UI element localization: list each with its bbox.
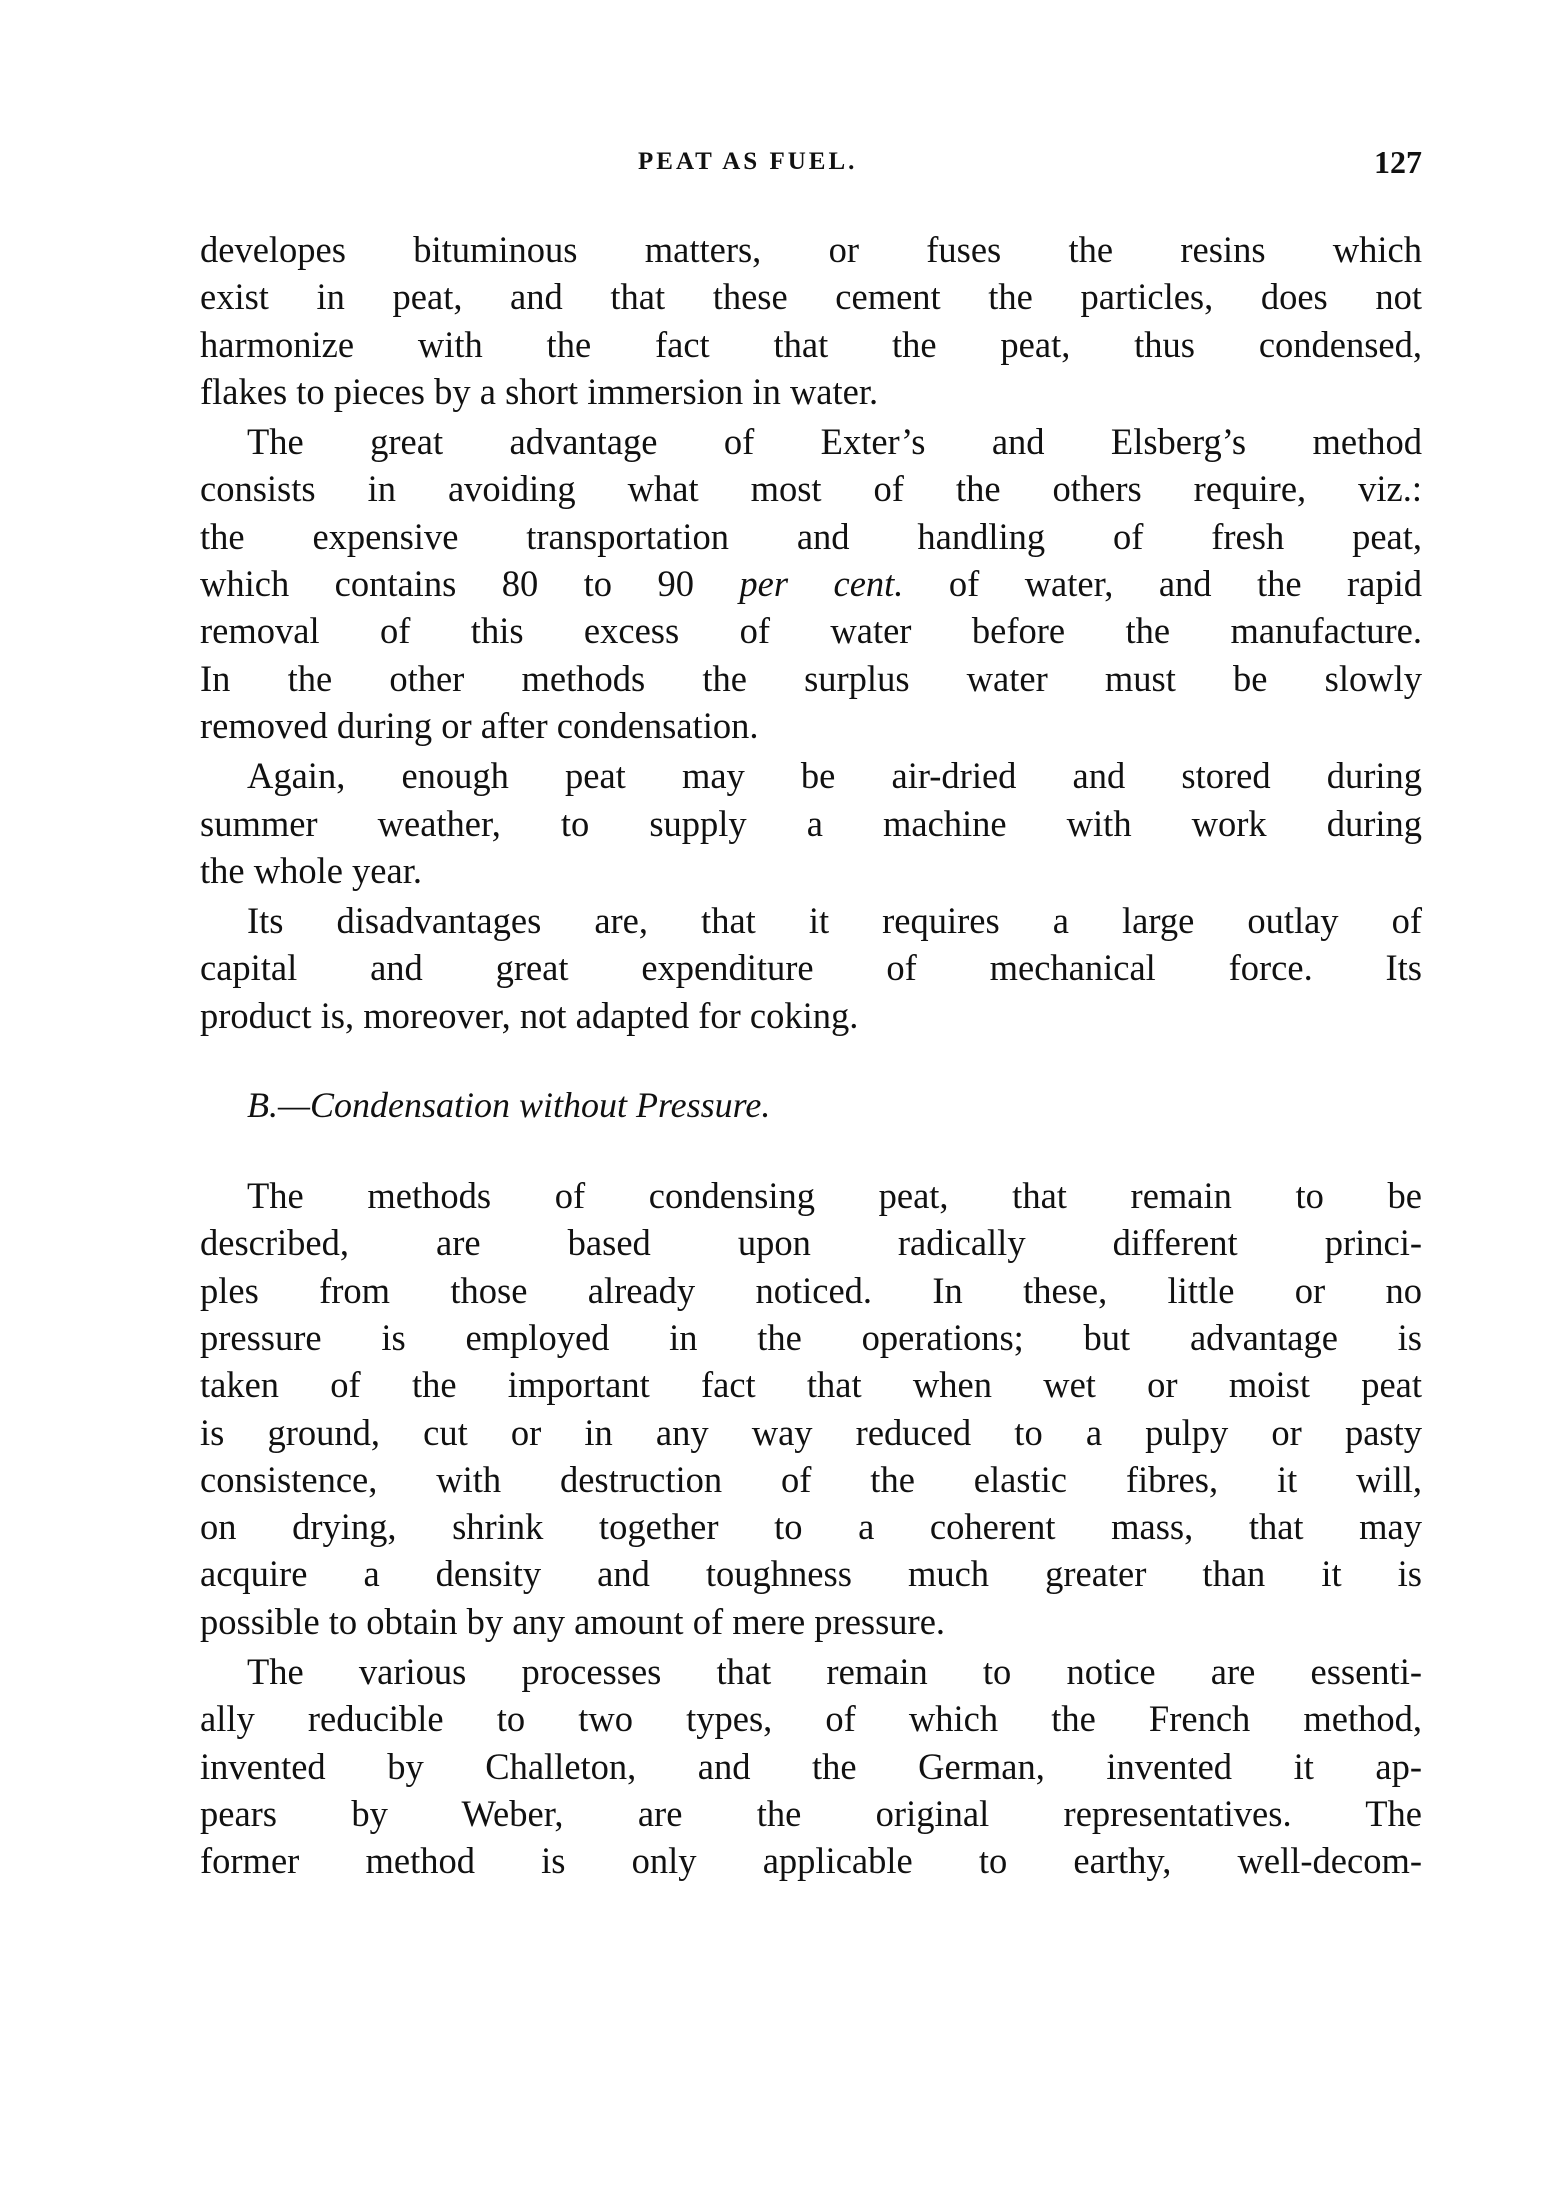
section-heading: B.—Condensation without Pressure. bbox=[247, 1085, 771, 1126]
text-run: of water, and the rapid bbox=[903, 563, 1422, 605]
italic-phrase: per cent. bbox=[739, 563, 904, 605]
text-line: exist in peat, and that these cement the particles, does not bbox=[200, 276, 1422, 318]
text-line: summer weather, to supply a machine with work during bbox=[200, 802, 1422, 844]
text-line: acquire a density and toughness much greater than it is bbox=[200, 1553, 1422, 1595]
paragraph-2 bbox=[200, 418, 1422, 749]
text-line: former method is only applicable to earthy, well-decom- bbox=[200, 1840, 1422, 1882]
text-line: The great advantage of Exter’s and Elsberg’s method bbox=[247, 421, 1422, 463]
text-line: removal of this excess of water before the manufacture. bbox=[200, 610, 1422, 652]
text-line: pressure is employed in the operations; but advantage is bbox=[200, 1316, 1422, 1358]
text-line: The various processes that remain to notice are essenti- bbox=[247, 1651, 1422, 1693]
running-title: PEAT AS FUEL. bbox=[638, 148, 858, 175]
paragraph-3 bbox=[200, 752, 1422, 894]
text-line: product is, moreover, not adapted for coking. bbox=[200, 994, 859, 1036]
text-line: ally reducible to two types, of which the French method, bbox=[200, 1698, 1422, 1740]
text-line: The methods of condensing peat, that remain to be bbox=[247, 1175, 1422, 1217]
text-line: Again, enough peat may be air-dried and stored during bbox=[247, 755, 1422, 797]
text-line: the expensive transportation and handling of fresh peat, bbox=[200, 515, 1422, 557]
text-line: on drying, shrink together to a coherent mass, that may bbox=[200, 1506, 1422, 1548]
text-line: is ground, cut or in any way reduced to a pulpy or pasty bbox=[200, 1411, 1422, 1453]
text-line: ples from those already noticed. In these, little or no bbox=[200, 1269, 1422, 1311]
text-line: invented by Challeton, and the German, invented it ap- bbox=[200, 1745, 1422, 1787]
text-line: Its disadvantages are, that it requires a large outlay of bbox=[247, 900, 1422, 942]
text-line: removed during or after condensation. bbox=[200, 704, 759, 746]
text-line-with-italic bbox=[200, 560, 1422, 607]
paragraph-4 bbox=[200, 897, 1422, 1039]
text-line: the whole year. bbox=[200, 849, 422, 891]
text-line: capital and great expenditure of mechanical force. Its bbox=[200, 947, 1422, 989]
paragraph-5 bbox=[200, 1172, 1422, 1645]
paragraph-6 bbox=[200, 1648, 1422, 1884]
body-text bbox=[200, 226, 1422, 1888]
text-line: consists in avoiding what most of the others require, viz.: bbox=[200, 468, 1422, 510]
page-number: 127 bbox=[1374, 144, 1422, 180]
text-line: taken of the important fact that when wet or moist peat bbox=[200, 1364, 1422, 1406]
running-head bbox=[200, 144, 1422, 188]
text-line: flakes to pieces by a short immersion in water. bbox=[200, 370, 879, 412]
text-line: consistence, with destruction of the elastic fibres, it will, bbox=[200, 1458, 1422, 1500]
text-line: pears by Weber, are the original representatives. The bbox=[200, 1792, 1422, 1834]
text-run: which contains 80 to 90 bbox=[200, 563, 740, 605]
text-line: harmonize with the fact that the peat, thus condensed, bbox=[200, 323, 1422, 365]
text-line: possible to obtain by any amount of mere pressure. bbox=[200, 1600, 946, 1642]
text-line: developes bituminous matters, or fuses the resins which bbox=[200, 229, 1422, 270]
text-line: described, are based upon radically different princi- bbox=[200, 1222, 1422, 1264]
paragraph-1 bbox=[200, 226, 1422, 415]
text-line: In the other methods the surplus water must be slowly bbox=[200, 657, 1422, 699]
